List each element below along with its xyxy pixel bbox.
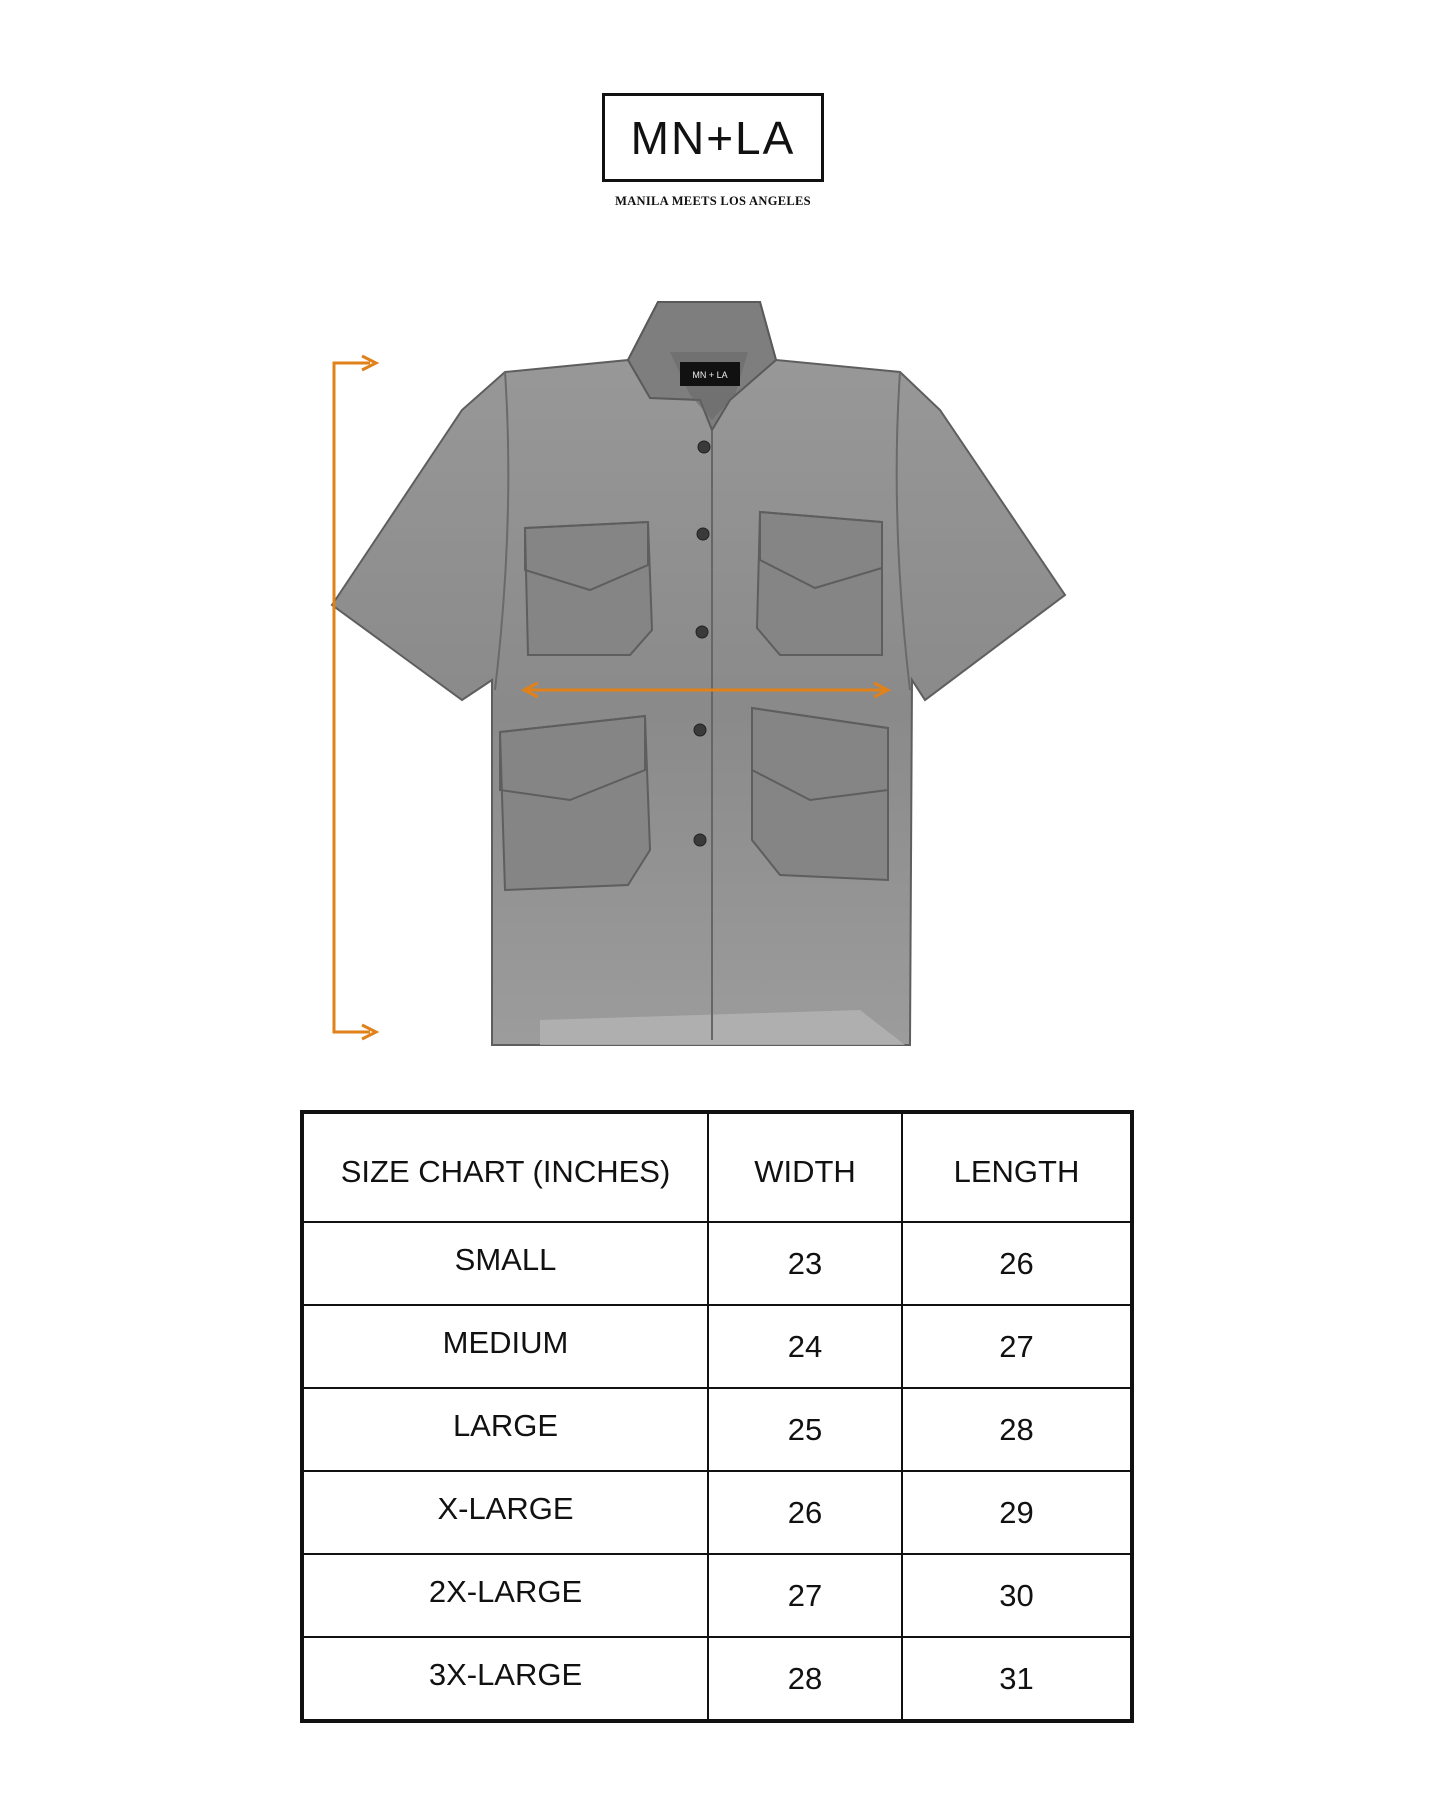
length-value: 30 <box>902 1554 1132 1637</box>
pocket-lower-left <box>500 716 650 890</box>
button <box>694 834 706 846</box>
pocket-lower-right <box>752 708 888 880</box>
pocket-upper-right <box>757 512 882 655</box>
size-name: MEDIUM <box>302 1305 708 1388</box>
button <box>696 626 708 638</box>
size-name: 3X-LARGE <box>302 1637 708 1721</box>
neck-label-text: MN + LA <box>692 370 728 380</box>
logo-text: MN+LA <box>602 93 824 182</box>
table-row <box>302 1305 1132 1388</box>
header-width: WIDTH <box>708 1112 902 1222</box>
pocket-upper-left <box>525 522 652 655</box>
length-value: 28 <box>902 1388 1132 1471</box>
length-value: 31 <box>902 1637 1132 1721</box>
width-value: 25 <box>708 1388 902 1471</box>
width-value: 24 <box>708 1305 902 1388</box>
size-name: 2X-LARGE <box>302 1554 708 1637</box>
size-name: LARGE <box>302 1388 708 1471</box>
size-name: SMALL <box>302 1222 708 1305</box>
header-length: LENGTH <box>902 1112 1132 1222</box>
length-value: 27 <box>902 1305 1132 1388</box>
table-header-row <box>302 1112 1132 1222</box>
button <box>698 441 710 453</box>
button <box>694 724 706 736</box>
length-value: 29 <box>902 1471 1132 1554</box>
shirt-body <box>332 302 1065 1045</box>
logo-tagline: MANILA MEETS LOS ANGELES <box>615 194 811 208</box>
length-value: 26 <box>902 1222 1132 1305</box>
table-row <box>302 1388 1132 1471</box>
table-row <box>302 1637 1132 1721</box>
table-row <box>302 1222 1132 1305</box>
button <box>697 528 709 540</box>
width-value: 28 <box>708 1637 902 1721</box>
width-value: 27 <box>708 1554 902 1637</box>
header-size-chart: SIZE CHART (INCHES) <box>302 1112 708 1222</box>
table-row <box>302 1471 1132 1554</box>
table-row <box>302 1554 1132 1637</box>
width-value: 26 <box>708 1471 902 1554</box>
size-chart-table <box>300 1110 1134 1723</box>
size-name: X-LARGE <box>302 1471 708 1554</box>
length-measure-icon <box>334 356 376 1039</box>
width-value: 23 <box>708 1222 902 1305</box>
